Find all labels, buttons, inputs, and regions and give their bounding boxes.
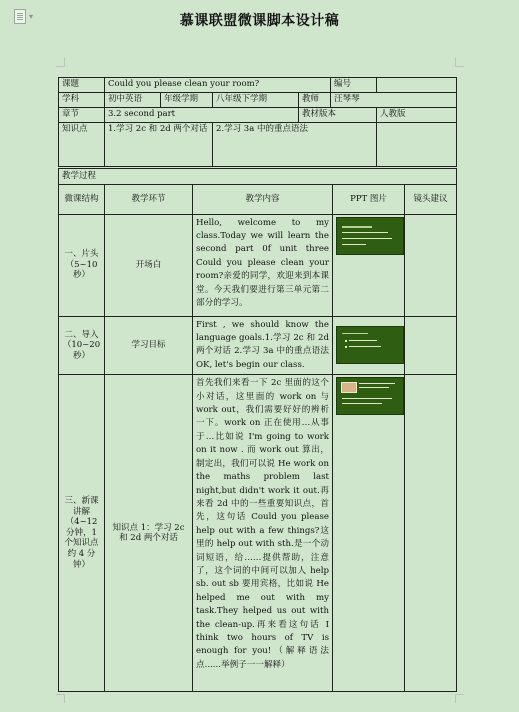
- row-structure: 二、导入（10~20 秒）: [59, 316, 105, 375]
- chapter-value[interactable]: 3.2 second part: [105, 108, 299, 123]
- info-table: [58, 77, 457, 167]
- grade-label: 年级学期: [161, 93, 213, 108]
- crop-mark: [455, 694, 464, 703]
- page-title: 慕课联盟微课脚本设计稿: [179, 13, 340, 29]
- subject-value[interactable]: 初中英语: [105, 93, 161, 108]
- process-table: [58, 168, 457, 692]
- knowledge-label: 知识点: [59, 123, 105, 167]
- header-content: 教学内容: [193, 184, 333, 214]
- row-content[interactable]: 首先我们来看一下 2c 里面的这个小对话，这里面的 work on 与 work out，我们需要好好的辨析一下。work on 正在使用…从事于…比如说 I'm going to work on it now . 而 work out 算出，制定出，我们可以说 He work on the maths problem last night,but didn't work it out.再来看 2d 中的一些重要知识点，首先，这句话 Could you please help out with a few things?这里的 help out with sth.是一个动词短语，给……提供帮助，注意了，这个词的中间可以加人 help sb. out sb 要用宾格，比如说 He helped me out with my task.They helped us out with the clean-up.再来看这句话 I think two hours of TV is enough for you!（解释语法点......举例子一一解释）: [193, 375, 333, 692]
- chevron-down-icon[interactable]: ▾: [29, 11, 34, 21]
- header-ppt: PPT 图片: [333, 184, 405, 214]
- slide-thumbnail-icon[interactable]: [336, 377, 404, 415]
- process-label: 教学过程: [59, 169, 457, 185]
- row-step: 知识点 1：学习 2c 和 2d 两个对话: [105, 375, 193, 692]
- edition-value[interactable]: 人教版: [377, 108, 457, 123]
- number-value[interactable]: [377, 78, 457, 93]
- header-shot: 镜头建议: [405, 184, 457, 214]
- header-structure: 微课结构: [59, 184, 105, 214]
- row-shot[interactable]: [405, 214, 457, 316]
- knowledge-point-2[interactable]: 2.学习 3a 中的重点语法: [213, 123, 377, 167]
- table-row: [59, 316, 457, 375]
- row-structure: 一、片头（5~10 秒）: [59, 214, 105, 316]
- number-label: 编号: [331, 78, 377, 93]
- knowledge-extra[interactable]: [377, 123, 457, 167]
- row-shot[interactable]: [405, 375, 457, 692]
- crop-mark: [56, 58, 65, 67]
- crop-mark: [56, 694, 65, 703]
- teacher-value[interactable]: 汪琴琴: [331, 93, 457, 108]
- row-ppt: [333, 375, 405, 692]
- crop-mark: [455, 58, 464, 67]
- row-ppt: [333, 214, 405, 316]
- topic-label: 课题: [59, 78, 105, 93]
- teacher-label: 教师: [299, 93, 331, 108]
- grade-value[interactable]: 八年级下学期: [213, 93, 299, 108]
- header-step: 教学环节: [105, 184, 193, 214]
- row-shot[interactable]: [405, 316, 457, 375]
- row-step: 学习目标: [105, 316, 193, 375]
- row-ppt: [333, 316, 405, 375]
- slide-thumbnail-icon[interactable]: [336, 217, 404, 255]
- table-row: [59, 214, 457, 316]
- table-row: [59, 375, 457, 692]
- row-content[interactable]: First , we should know the language goals.1.学习 2c 和 2d 两个对话 2.学习 3a 中的重点语法 OK, let's begin our class.: [193, 316, 333, 375]
- chapter-label: 章节: [59, 108, 105, 123]
- subject-label: 学科: [59, 93, 105, 108]
- row-content[interactable]: Hello, welcome to my class.Today we will learn the second part 0f unit three Could you please clean your room?亲爱的同学，欢迎来到本课堂。今天我们要进行第三单元第二部分的学习。: [193, 214, 333, 316]
- knowledge-point-1[interactable]: 1.学习 2c 和 2d 两个对话: [105, 123, 213, 167]
- row-structure: 三、新课讲解（4~12 分钟，1 个知识点约 4 分钟）: [59, 375, 105, 692]
- topic-value[interactable]: Could you please clean your room?: [105, 78, 331, 93]
- edition-label: 教材版本: [299, 108, 377, 123]
- slide-thumbnail-icon[interactable]: [336, 326, 404, 364]
- row-step: 开场白: [105, 214, 193, 316]
